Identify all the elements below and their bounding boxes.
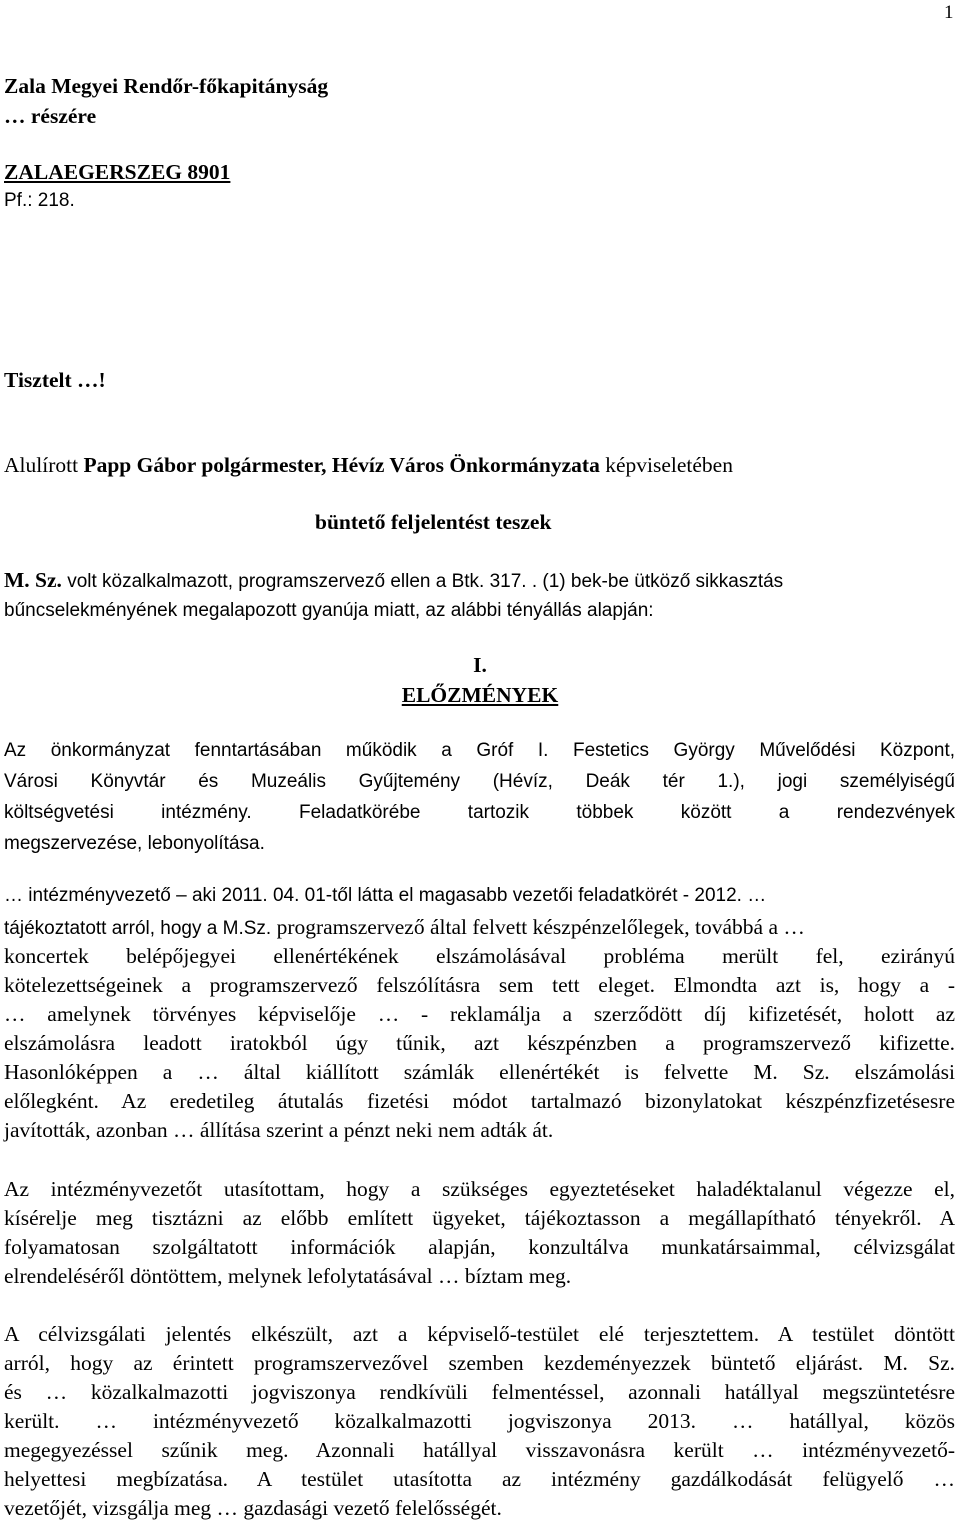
para2-line-5: … amelynek törvényes képviselője … - reklamálja a szerződött díj kifizetését, holott az <box>4 1002 955 1026</box>
para4-line-2: arról, hogy az érintett programszervezővel szemben kezdeményezzek büntető eljárást. M. Sz. <box>4 1351 955 1375</box>
para4-line-7: vezetőjét, vizsgálja meg … gazdasági vezető felelősségét. <box>4 1496 502 1520</box>
para2-line-1: … intézményvezető – aki 2011. 04. 01-től látta el magasabb vezetői feladatkörét - 2012. … <box>4 885 767 906</box>
para2-line-2 <box>4 915 805 940</box>
address-line-4: Pf.: 218. <box>4 190 75 211</box>
address-line-2: … részére <box>4 104 97 128</box>
intro-name: Papp Gábor polgármester, Hévíz Város Önkormányzata <box>83 453 600 477</box>
para3-line-4: elrendeléséről döntöttem, melynek lefolytatásával … bíztam meg. <box>4 1264 572 1288</box>
accused-name: M. Sz. <box>4 568 62 592</box>
para2-line-7: Hasonlóképpen a … által kiállított számlák ellenértékét is felvette M. Sz. elszámolási <box>4 1060 955 1084</box>
address-line-1: Zala Megyei Rendőr-főkapitányság <box>4 74 329 98</box>
declaration: büntető feljelentést teszek <box>315 510 552 534</box>
para2-line-9: javították, azonban … állítása szerint a pénzt neki nem adták át. <box>4 1118 554 1142</box>
para4-line-5: megegyezéssel szűnik meg. Azonnali hatállyal visszavonásra került … intézményvezető- <box>4 1438 955 1462</box>
accused-line-1-rest: volt közalkalmazott, programszervező ellen a Btk. 317. . (1) bek-be ütköző sikkasztás <box>61 571 784 592</box>
section-number: I. <box>473 653 487 677</box>
para2-line-8: előlegként. Az eredetileg átutalás fizetési módot tartalmazó bizonylatokat készpénzfizetésesre <box>4 1089 955 1113</box>
page-number: 1 <box>944 2 954 23</box>
para3-line-3: folyamatosan szolgáltatott információk alapján, konzultálva munkatársaimmal, célvizsgálat <box>4 1235 955 1259</box>
para2-line-4: kötelezettségeinek a programszervező felszólításra sem tett eleget. Elmondta azt is, hogy a - <box>4 973 955 997</box>
intro-prefix: Alulírott <box>4 453 84 477</box>
para2-line-6: elszámolásra leadott iratokból úgy tűnik, azt készpénzben a programszervező kifizette. <box>4 1031 955 1055</box>
para1-line-2: Városi Könyvtár és Muzeális Gyűjtemény (Hévíz, Deák tér 1.), jogi személyiségű <box>4 771 955 792</box>
accused-line-1 <box>4 568 783 593</box>
salutation: Tisztelt …! <box>4 368 106 392</box>
para2-line-2-sans: tájékoztatott arról, hogy a M.Sz. <box>4 918 272 939</box>
accused-line-2: bűncselekményének megalapozott gyanúja miatt, az alábbi tényállás alapján: <box>4 600 654 621</box>
para1-line-4: megszervezése, lebonyolítása. <box>4 833 265 854</box>
para4-line-3: és … közalkalmazotti jogviszonya rendkívüli felmentéssel, azonnali hatállyal megszüntetésre <box>4 1380 955 1404</box>
para4-line-1: A célvizsgálati jelentés elkészült, azt a képviselő-testület elé terjesztettem. A testület döntött <box>4 1322 955 1346</box>
section-title: ELŐZMÉNYEK <box>401 683 559 707</box>
para4-line-6: helyettesi megbízatása. A testület utasította az intézmény gazdálkodását felügyelő … <box>4 1467 955 1491</box>
para3-line-2: kísérelje meg tisztázni az előbb említett ügyeket, tájékoztasson a megállapítható tényekről. A <box>4 1206 955 1230</box>
para4-line-4: került. … intézményvezető közalkalmazotti jogviszonya 2013. … hatállyal, közös <box>4 1409 955 1433</box>
intro-line <box>4 453 733 478</box>
intro-suffix: képviseletében <box>599 453 733 477</box>
para2-line-3: koncertek belépőjegyei ellenértékének elszámolásával probléma merült fel, ezirányú <box>4 944 955 968</box>
address-line-3: ZALAEGERSZEG 8901 <box>4 160 231 184</box>
para3-line-1: Az intézményvezetőt utasítottam, hogy a szükséges egyeztetéseket haladéktalanul végezze el, <box>4 1177 955 1201</box>
para2-line-2-serif: programszervező által felvett készpénzelőlegek, továbbá a … <box>271 915 805 939</box>
para1-line-3: költségvetési intézmény. Feladatkörébe tartozik többek között a rendezvények <box>4 802 955 823</box>
para1-line-1: Az önkormányzat fenntartásában működik a Gróf I. Festetics György Művelődési Központ, <box>4 740 955 761</box>
